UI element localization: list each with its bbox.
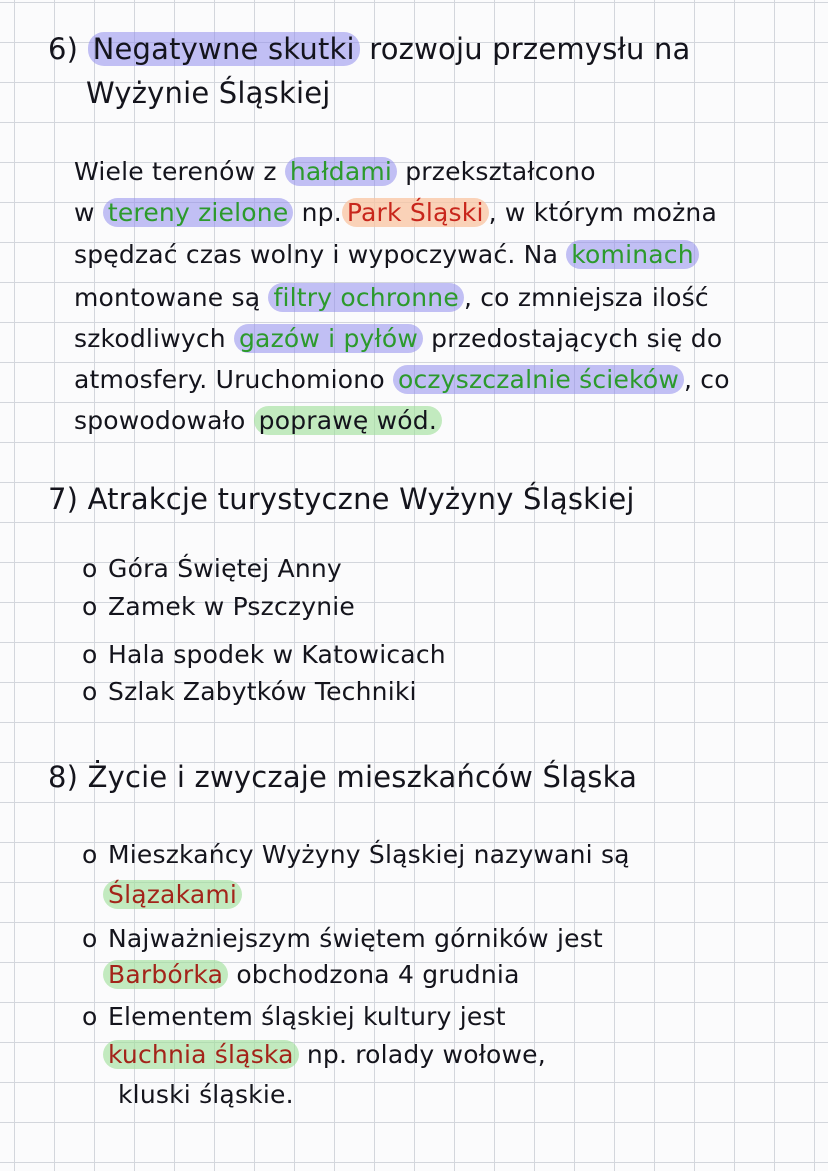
section-8-heading <box>48 758 637 796</box>
section-6-line-5 <box>74 322 722 356</box>
highlight-filtry-ochronne: filtry ochronne <box>268 283 464 312</box>
list-item <box>82 675 417 709</box>
section-7-title: Atrakcje turystyczne Wyżyny Śląskiej <box>87 482 635 516</box>
section-7-heading <box>48 480 635 518</box>
text: np. <box>301 198 342 227</box>
section-8-bullet-2-line-1 <box>82 922 603 956</box>
list-item <box>82 552 342 586</box>
list-item-text: Zamek w Pszczynie <box>108 592 356 621</box>
text: atmosfery. Uruchomiono <box>74 365 385 394</box>
highlight-poprawe-wod: poprawę wód. <box>254 406 442 435</box>
highlight-oczyszczalnie-sciekow: oczyszczalnie ścieków <box>393 365 684 394</box>
text: , w którym można <box>488 198 717 227</box>
bullet-icon: o <box>82 1002 98 1031</box>
text: obchodzona 4 grudnia <box>236 960 520 989</box>
section-6-title-rest: rozwoju przemysłu na <box>369 32 691 66</box>
section-6-line-3 <box>74 238 699 272</box>
list-item-text: Szlak Zabytków Techniki <box>108 677 417 706</box>
list-item <box>82 638 446 672</box>
bullet-icon: o <box>82 677 98 706</box>
section-8-bullet-3-line-1 <box>82 1000 506 1034</box>
highlight-kominach: kominach <box>566 240 699 269</box>
section-8-bullet-3-line-3: kluski śląskie. <box>118 1080 294 1109</box>
text: montowane są <box>74 283 261 312</box>
text: np. rolady wołowe, <box>306 1040 546 1069</box>
section-8-number: 8) <box>48 760 79 794</box>
text: szkodliwych <box>74 324 226 353</box>
text: Mieszkańcy Wyżyny Śląskiej nazywani są <box>108 840 630 869</box>
section-8-title: Życie i zwyczaje mieszkańców Śląska <box>87 760 638 794</box>
highlight-slazakami: Ślązakami <box>103 880 242 909</box>
section-8-bullet-3-line-2 <box>103 1038 546 1072</box>
bullet-icon: o <box>82 592 98 621</box>
section-7-number: 7) <box>48 482 79 516</box>
bullet-icon: o <box>82 840 98 869</box>
section-8-bullet-1-line-2 <box>103 878 242 912</box>
list-item-text: Góra Świętej Anny <box>108 554 342 583</box>
section-8-bullet-1-line-1 <box>82 838 630 872</box>
section-6-line-6 <box>74 363 730 397</box>
highlight-kuchnia-slaska: kuchnia śląska <box>103 1040 299 1069</box>
section-6-line-4 <box>74 281 709 315</box>
section-6-title-highlight: Negatywne skutki <box>88 32 360 66</box>
section-6-heading <box>48 30 691 68</box>
text: spowodowało <box>74 406 246 435</box>
highlight-haldami: hałdami <box>285 157 397 186</box>
text: przedostających się do <box>431 324 723 353</box>
text: , co zmniejsza ilość <box>463 283 709 312</box>
text: , co <box>683 365 730 394</box>
text: Elementem śląskiej kultury jest <box>108 1002 506 1031</box>
highlight-barborka: Barbórka <box>103 960 228 989</box>
section-6-line-7 <box>74 404 442 438</box>
section-6-line-2 <box>74 196 717 230</box>
text: Wiele terenów z <box>74 157 277 186</box>
section-6-heading-line2: Wyżynie Śląskiej <box>86 76 331 110</box>
highlight-gazow-pylow: gazów i pyłów <box>234 324 423 353</box>
text: spędzać czas wolny i wypoczywać. Na <box>74 240 559 269</box>
list-item-text: Hala spodek w Katowicach <box>108 640 446 669</box>
bullet-icon: o <box>82 640 98 669</box>
highlight-tereny-zielone: tereny zielone <box>103 198 294 227</box>
text: Najważniejszym świętem górników jest <box>108 924 603 953</box>
text: w <box>74 198 95 227</box>
section-8-bullet-2-line-2 <box>103 958 520 992</box>
bullet-icon: o <box>82 554 98 583</box>
bullet-icon: o <box>82 924 98 953</box>
text: przekształcono <box>405 157 596 186</box>
section-6-line-1 <box>74 155 596 189</box>
highlight-park-slaski: Park Śląski <box>342 198 489 227</box>
list-item <box>82 590 355 624</box>
section-6-number: 6) <box>48 32 79 66</box>
